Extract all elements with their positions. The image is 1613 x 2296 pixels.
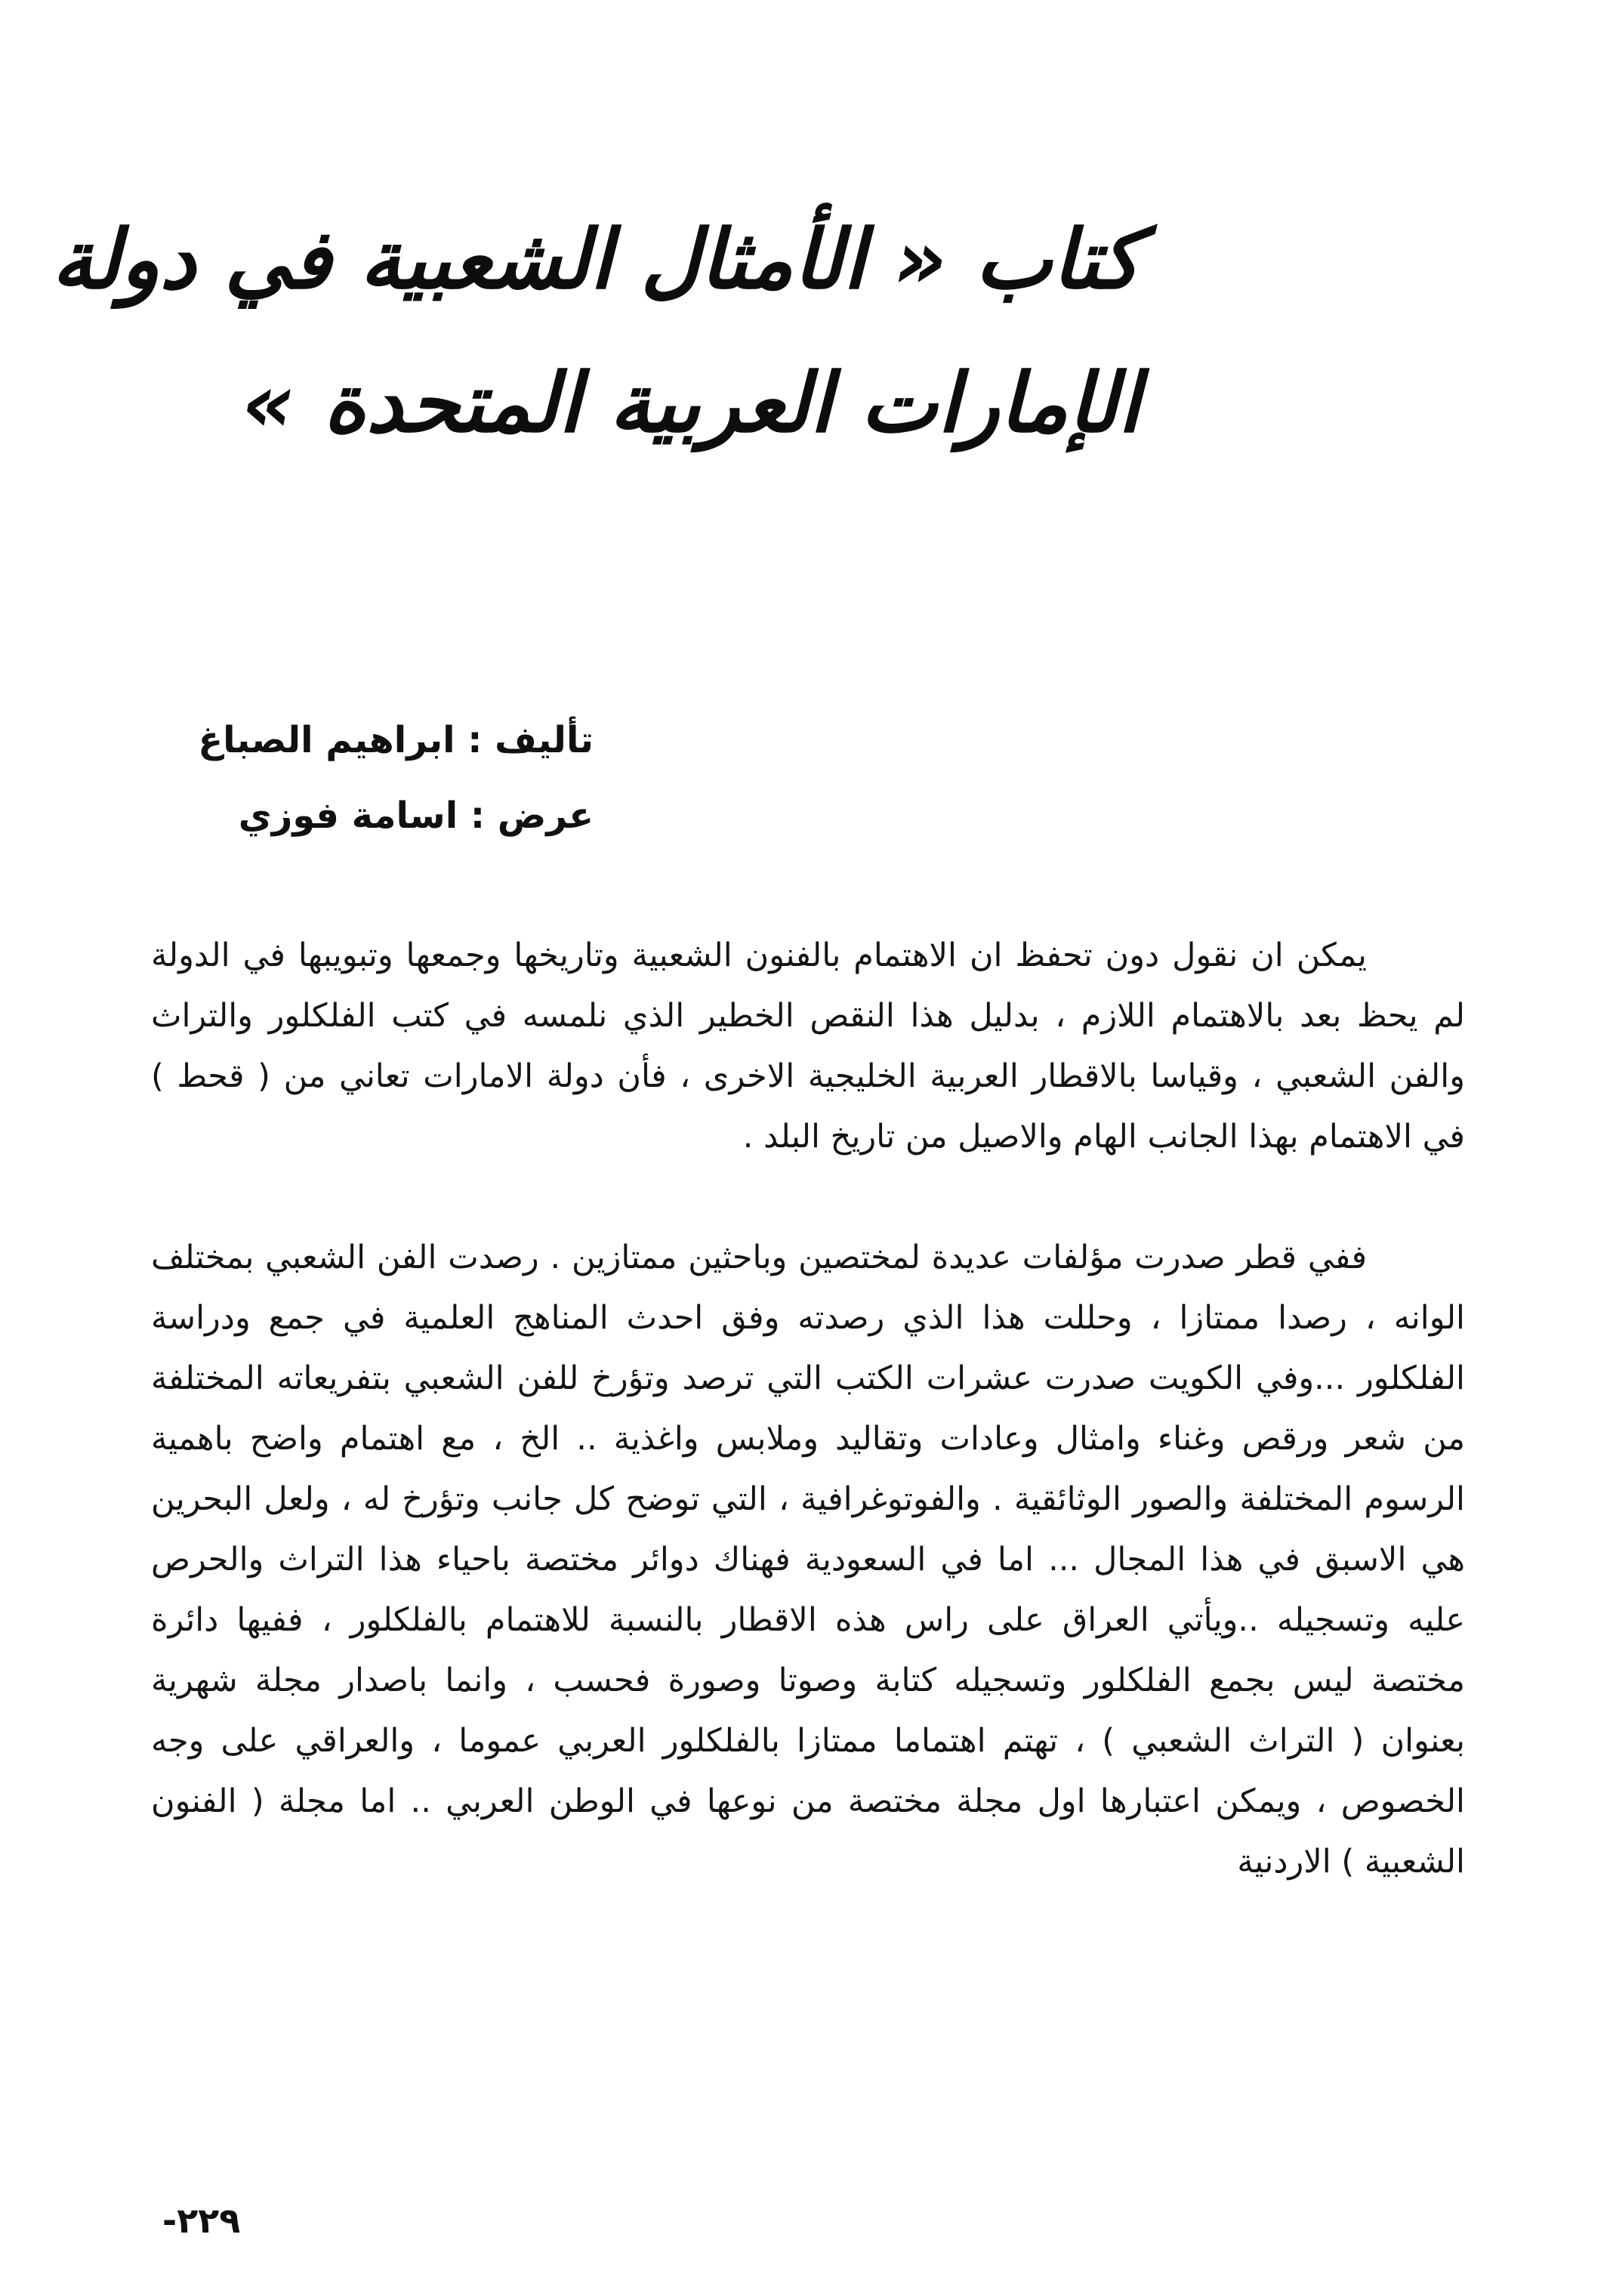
body-paragraph-1: يمكن ان نقول دون تحفظ ان الاهتمام بالفنون الشعبية وتاريخها وجمعها وتبويبها في الدولة لم يحظ بعد بالاهتمام اللازم ، بدليل هذا النقص الخطير الذي نلمسه في كتب الفلكلور والتراث والفن الشعبي ، وقياسا بالاقطار العربية الخليجية الاخرى ، فأن دولة الامارات تعاني من ( قحط ) في الاهتمام بهذا الجانب الهام والاصيل من تاريخ البلد . [151,937,1465,1156]
article-credits [140,702,594,853]
author-line: تأليف : ابراهيم الصباغ [198,719,594,761]
body-paragraph-2: ففي قطر صدرت مؤلفات عديدة لمختصين وباحثين ممتازين . رصدت الفن الشعبي بمختلف الوانه ، رصدا ممتازا ، وحللت هذا الذي رصدته وفق احدث المناهج العلمية في جمع ودراسة الفلكلور ...وفي الكويت صدرت عشرات الكتب التي ترصد وتؤرخ للفن الشعبي بتفريعاته المختلفة من شعر ورقص وغناء وامثال وعادات وتقاليد وملابس واغذية .. الخ ، مع اهتمام واضح باهمية الرسوم المختلفة والصور الوثائقية . والفوتوغرافية ، التي توضح كل جانب وتؤرخ له ، ولعل البحرين هي الاسبق في هذا المجال ... اما في السعودية فهناك دوائر مختصة باحياء هذا التراث والحرص عليه وتسجيله ..ويأتي العراق على راس هذه الاقطار بالنسبة للاهتمام بالفلكلور ، ففيها دائرة مختصة ليس بجمع الفلكلور وتسجيله كتابة وصوتا وصورة فحسب ، وانما باصدار مجلة شهرية بعنوان ( التراث الشعبي ) ، تهتم اهتماما ممتازا بالفلكلور العربي عموما ، والعراقي على وجه الخصوص ، ويمكن اعتبارها اول مجلة مختصة من نوعها في الوطن العربي .. اما مجلة ( الفنون الشعبية ) الاردنية [151,1239,1465,1881]
page-number: -٢٢٩ [162,2200,241,2241]
title-line-2: الإمارات العربية المتحدة » [242,356,1140,451]
title-line-1: كتاب « الأمثال الشعبية في دولة [51,213,1140,307]
article-body [151,925,1465,1892]
reviewer-line: عرض : اسامة فوزي [238,795,594,837]
article-title [51,189,1140,476]
